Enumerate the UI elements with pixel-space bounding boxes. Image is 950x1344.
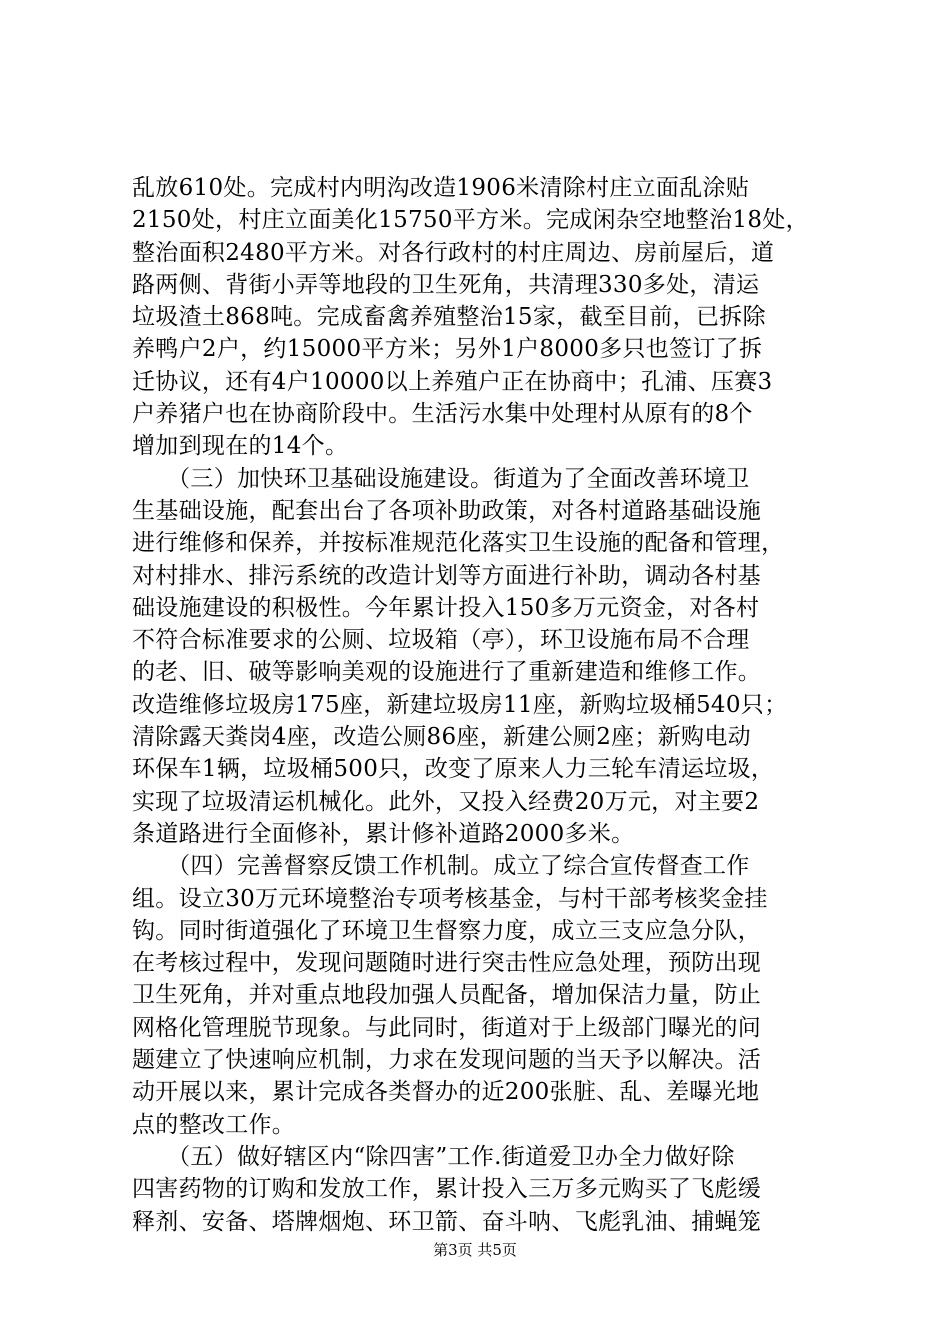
page-number-footer: 第3页 共5页 [433, 1241, 517, 1259]
text-line: 不符合标准要求的公厕、垃圾箱（亭），环卫设施布局不合理 [132, 627, 750, 654]
text-line: 生基础设施，配套出台了各项补助政策，对各村道路基础设施 [132, 497, 762, 524]
text-line: 动开展以来，累计完成各类督办的近200张脏、乱、差曝光地 [132, 1079, 760, 1106]
text-line: 点的整改工作。 [132, 1111, 296, 1138]
text-line: 乱放610处。完成村内明沟改造1906米清除村庄立面乱涂贴 [132, 175, 750, 201]
paragraph-start-line: （四）完善督察反馈工作机制。成立了综合宣传督查工作 [132, 853, 750, 880]
text-line: 户养猪户也在协商阶段中。生活污水集中处理村从原有的8个 [132, 401, 753, 428]
text-line: 钩。同时街道强化了环境卫生督察力度，成立三支应急分队， [132, 917, 762, 944]
text-line: 础设施建设的积极性。今年累计投入150多万元资金，对各村 [132, 594, 760, 621]
text-line: 增加到现在的14个。 [132, 433, 349, 460]
text-line: 路两侧、背街小弄等地段的卫生死角，共清理330多处，清运 [132, 271, 760, 298]
text-line: 2150处，村庄立面美化15750平方米。完成闲杂空地整治18处， [132, 207, 809, 234]
paragraph-start-line: （三）加快环卫基础设施建设。街道为了全面改善环境卫 [132, 465, 750, 492]
text-line: 垃圾渣土868吨。完成畜禽养殖整治15家，截至目前，已拆除 [132, 304, 766, 331]
text-line: 四害药物的订购和发放工作，累计投入三万多元购买了飞彪缓 [132, 1176, 762, 1203]
text-line: 清除露天粪岗4座，改造公厕86座，新建公厕2座；新购电动 [132, 724, 751, 751]
text-line: 组。设立30万元环境整治专项考核基金，与村干部考核奖金挂 [132, 885, 768, 912]
text-line: 进行维修和保养，并按标准规范化落实卫生设施的配备和管理， [132, 530, 785, 557]
text-line: 在考核过程中，发现问题随时进行突击性应急处理，预防出现 [132, 950, 762, 977]
text-line: 改造维修垃圾房175座，新建垃圾房11座，新购垃圾桶540只； [132, 691, 788, 718]
text-line: 的老、旧、破等影响美观的设施进行了重新建造和维修工作。 [132, 659, 762, 686]
paragraph-start-line: （五）做好辖区内“除四害”工作.街道爱卫办全力做好除 [132, 1143, 735, 1170]
body-text [132, 172, 832, 1238]
text-line: 实现了垃圾清运机械化。此外，又投入经费20万元，对主要2 [132, 788, 760, 815]
text-line: 卫生死角，并对重点地段加强人员配备，增加保洁力量，防止 [132, 982, 762, 1009]
text-line: 养鸭户2户，约15000平方米；另外1户8000多只也签订了拆 [132, 336, 763, 363]
text-line: 环保车1辆，垃圾桶500只，改变了原来人力三轮车清运垃圾， [132, 756, 775, 783]
text-line: 网格化管理脱节现象。与此同时，街道对于上级部门曝光的问 [132, 1014, 762, 1041]
text-line: 迁协议，还有4户10000以上养殖户正在协商中；孔浦、压赛3 [132, 368, 773, 395]
text-line: 整治面积2480平方米。对各行政村的村庄周边、房前屋后，道 [132, 239, 775, 266]
text-line: 对村排水、排污系统的改造计划等方面进行补助，调动各村基 [132, 562, 762, 589]
text-line: 释剂、安备、塔牌烟炮、环卫箭、奋斗呐、飞彪乳油、捕蝇笼 [132, 1208, 762, 1235]
text-line: 题建立了快速响应机制，力求在发现问题的当天予以解决。活 [132, 1047, 762, 1074]
text-line: 条道路进行全面修补，累计修补道路2000多米。 [132, 820, 635, 847]
